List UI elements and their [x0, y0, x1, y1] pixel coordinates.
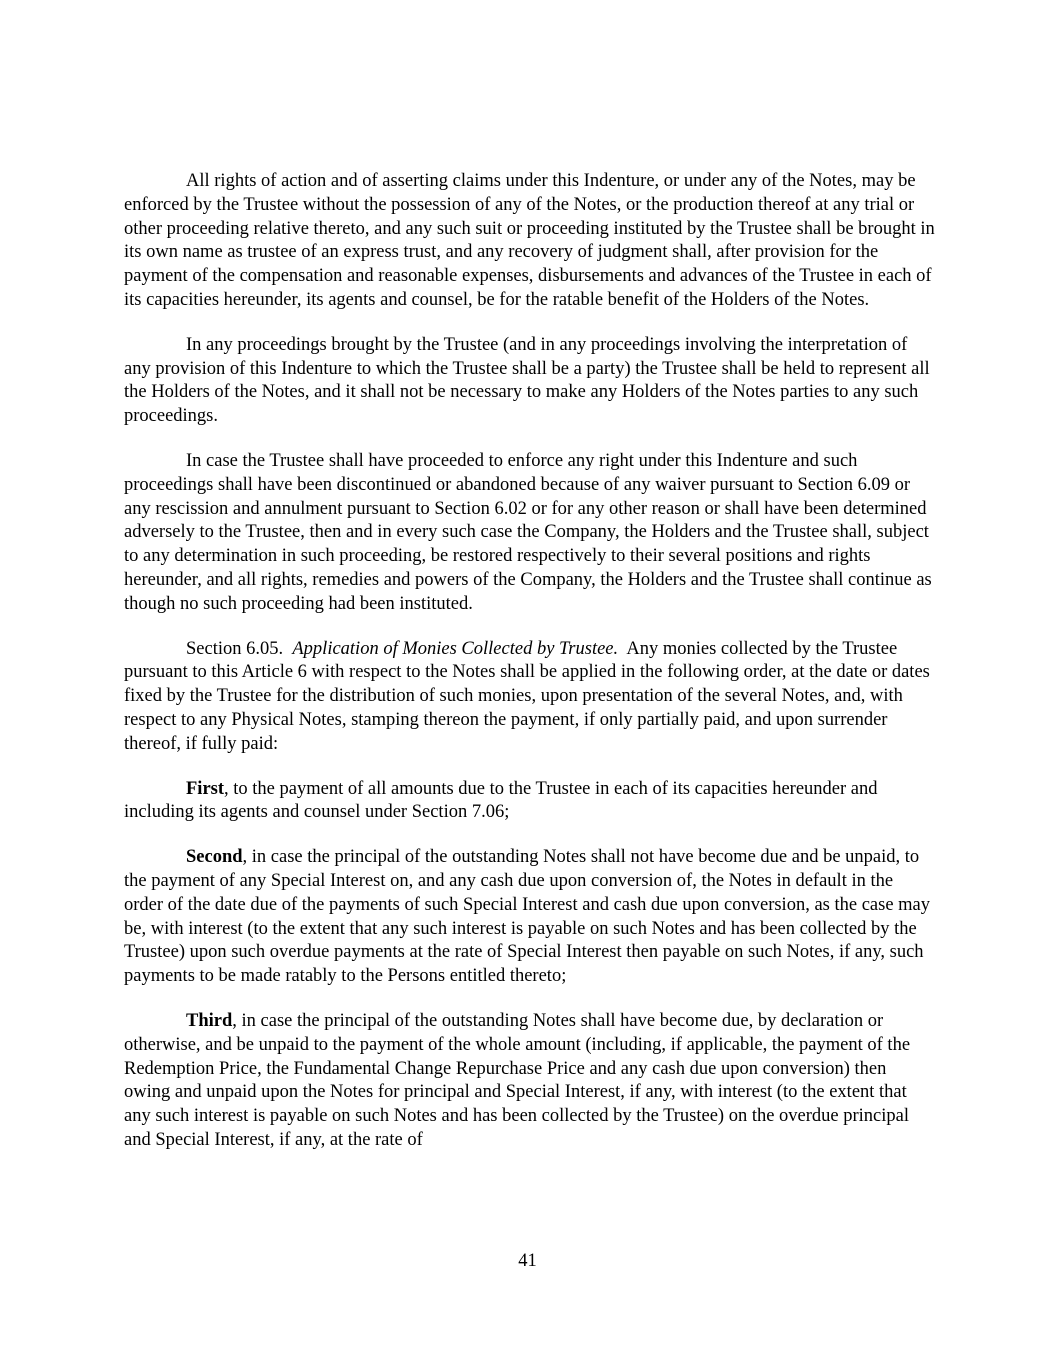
paragraph-first — [124, 778, 936, 826]
lead-term: Third — [186, 1010, 233, 1031]
paragraph-third — [124, 1010, 936, 1153]
section-title: Application of Monies Collected by Trustee. — [292, 638, 619, 659]
paragraph-text: , in case the principal of the outstanding Notes shall have become due, by declaration or otherwise, and be unpaid to the payment of the whole amount (including, if applicable, the payment of the Redemption Price, the Fundamental Change Repurchase Price and any cash due upon conversion) then owing and unpaid upon the Notes for principal and Special Interest, if any, with interest (to the extent that any such interest is payable on such Notes and has been collected by the Trustee) on the overdue principal and Special Interest, if any, at the rate of — [124, 1010, 911, 1150]
lead-term: Second — [186, 847, 243, 868]
paragraph-text: , in case the principal of the outstanding Notes shall not have become due and be unpaid, to the payment of any Special Interest on, and any cash due upon conversion of, the Notes in default in the order of the date due of the payments of such Special Interest and cash due upon conversion, as the case may be, with interest (to the extent that any such interest is payable on such Notes and has been collected by the Trustee) upon such overdue payments at the rate of Special Interest then payable on such Notes, if any, such payments to be made ratably to the Persons entitled thereto; — [124, 847, 931, 987]
paragraph-second — [124, 846, 936, 989]
paragraph-text: Any monies collected by the Trustee pursuant to this Article 6 with respect to the Notes shall be applied in the following order, at the date or dates fixed by the Trustee for the distribution of such monies, upon presentation of the several Notes, and, with respect to any Physical Notes, stamping thereon the payment, if only partially paid, and upon surrender thereof, if fully paid: — [124, 638, 930, 754]
section-number: Section 6.05. — [186, 638, 284, 659]
paragraph-discontinued-proceedings — [124, 450, 936, 617]
paragraph-text: In case the Trustee shall have proceeded to enforce any right under this Indenture and such proceedings shall have been discontinued or abandoned because of any waiver pursuant to Section 6.09 or any rescission and annulment pursuant to Section 6.02 or for any other reason or shall have been determined adversely to the Trustee, then and in every such case the Company, the Holders and the Trustee shall, subject to any determination in such proceeding, be restored respectively to their several positions and rights hereunder, and all rights, remedies and powers of the Company, the Holders and the Trustee shall continue as though no such proceeding had been instituted. — [124, 450, 932, 614]
paragraph-text: In any proceedings brought by the Trustee (and in any proceedings involving the interpretation of any provision of this Indenture to which the Trustee shall be a party) the Trustee shall be held to represent all the Holders of the Notes, and it shall not be necessary to make any Holders of the Notes parties to any such proceedings. — [124, 334, 930, 427]
paragraph-rights-of-action — [124, 170, 936, 313]
document-body — [124, 170, 936, 1174]
paragraph-text: , to the payment of all amounts due to the Trustee in each of its capacities hereunder and including its agents and counsel under Section 7.06; — [124, 778, 878, 823]
section-6-05-paragraph — [124, 638, 936, 757]
paragraph-proceedings — [124, 334, 936, 429]
page-number: 41 — [518, 1251, 537, 1271]
paragraph-text: All rights of action and of asserting claims under this Indenture, or under any of the Notes, may be enforced by the Trustee without the possession of any of the Notes, or the production thereof at any trial or other proceeding relative thereto, and any such suit or proceeding instituted by the Trustee shall be brought in its own name as trustee of an express trust, and any recovery of judgment shall, after provision for the payment of the compensation and reasonable expenses, disbursements and advances of the Trustee in each of its capacities hereunder, its agents and counsel, be for the ratable benefit of the Holders of the Notes. — [124, 171, 935, 310]
lead-term: First — [186, 778, 225, 799]
